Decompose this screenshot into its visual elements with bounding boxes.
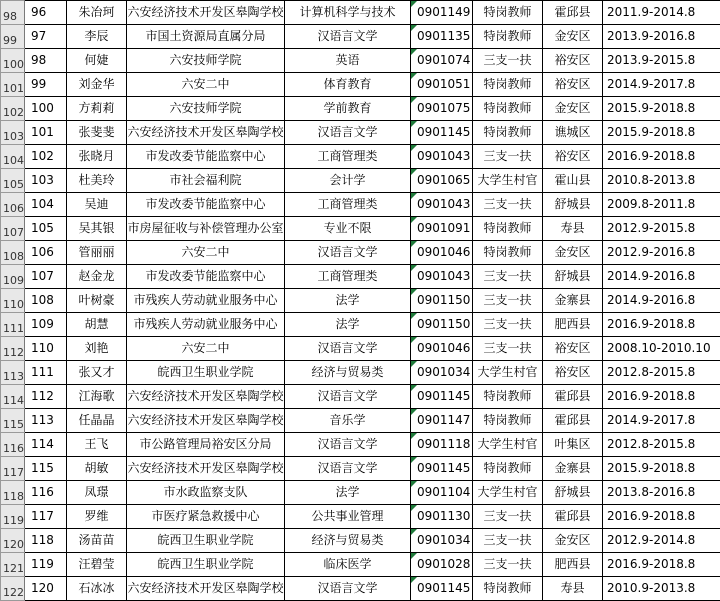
- cell-period[interactable]: 2016.9-2018.8: [603, 145, 720, 169]
- cell-major[interactable]: 专业不限: [285, 217, 411, 241]
- cell-seq[interactable]: 107: [25, 265, 67, 289]
- row-header[interactable]: 121: [1, 553, 25, 577]
- table-row: [1, 529, 720, 553]
- cell-unit[interactable]: 六安技师学院: [127, 49, 285, 73]
- table-row: [1, 49, 720, 73]
- cell-code[interactable]: 0901046: [411, 241, 473, 265]
- row-header[interactable]: 116: [1, 433, 25, 457]
- cell-seq[interactable]: 115: [25, 457, 67, 481]
- cell-type[interactable]: 三支一扶: [473, 553, 543, 577]
- cell-unit[interactable]: 六安经济技术开发区皋陶学校: [127, 577, 285, 601]
- cell-unit[interactable]: 六安经济技术开发区皋陶学校: [127, 1, 285, 25]
- cell-code[interactable]: 0901145: [411, 385, 473, 409]
- table-row: [1, 361, 720, 385]
- cell-unit[interactable]: 市残疾人劳动就业服务中心: [127, 313, 285, 337]
- cell-seq[interactable]: 117: [25, 505, 67, 529]
- cell-period[interactable]: 2008.10-2010.10: [603, 337, 720, 361]
- cell-type[interactable]: 三支一扶: [473, 337, 543, 361]
- cell-seq[interactable]: 120: [25, 577, 67, 601]
- cell-name[interactable]: 刘金华: [67, 73, 127, 97]
- row-header[interactable]: 122: [1, 577, 25, 601]
- cell-code[interactable]: 0901145: [411, 577, 473, 601]
- cell-unit[interactable]: 市社会福利院: [127, 169, 285, 193]
- cell-name[interactable]: 李辰: [67, 25, 127, 49]
- cell-major[interactable]: 法学: [285, 313, 411, 337]
- cell-code[interactable]: 0901150: [411, 289, 473, 313]
- cell-major[interactable]: 工商管理类: [285, 193, 411, 217]
- table-row: [1, 289, 720, 313]
- cell-name[interactable]: 胡慧: [67, 313, 127, 337]
- cell-name[interactable]: 石冰冰: [67, 577, 127, 601]
- cell-unit[interactable]: 市医疗紧急救援中心: [127, 505, 285, 529]
- cell-major[interactable]: 汉语言文学: [285, 457, 411, 481]
- cell-type[interactable]: 特岗教师: [473, 409, 543, 433]
- cell-name[interactable]: 管丽丽: [67, 241, 127, 265]
- cell-type[interactable]: 三支一扶: [473, 193, 543, 217]
- cell-period[interactable]: 2013.9-2016.8: [603, 25, 720, 49]
- table-row: [1, 337, 720, 361]
- cell-region[interactable]: 霍邱县: [543, 385, 603, 409]
- cell-region[interactable]: 金安区: [543, 241, 603, 265]
- cell-unit[interactable]: 六安二中: [127, 73, 285, 97]
- cell-major[interactable]: 汉语言文学: [285, 577, 411, 601]
- cell-major[interactable]: 汉语言文学: [285, 25, 411, 49]
- row-header[interactable]: 104: [1, 145, 25, 169]
- cell-name[interactable]: 胡敏: [67, 457, 127, 481]
- cell-region[interactable]: 裕安区: [543, 337, 603, 361]
- cell-major[interactable]: 会计学: [285, 169, 411, 193]
- cell-region[interactable]: 霍邱县: [543, 505, 603, 529]
- row-header[interactable]: 105: [1, 169, 25, 193]
- cell-unit[interactable]: 市发改委节能监察中心: [127, 193, 285, 217]
- cell-period[interactable]: 2011.9-2014.8: [603, 1, 720, 25]
- table-row: [1, 265, 720, 289]
- cell-seq[interactable]: 113: [25, 409, 67, 433]
- cell-period[interactable]: 2013.8-2016.8: [603, 481, 720, 505]
- cell-region[interactable]: 金安区: [543, 25, 603, 49]
- cell-major[interactable]: 汉语言文学: [285, 433, 411, 457]
- table-row: [1, 481, 720, 505]
- cell-period[interactable]: 2015.9-2018.8: [603, 121, 720, 145]
- cell-name[interactable]: 江海歌: [67, 385, 127, 409]
- cell-seq[interactable]: 96: [25, 1, 67, 25]
- cell-unit[interactable]: 市残疾人劳动就业服务中心: [127, 289, 285, 313]
- cell-seq[interactable]: 101: [25, 121, 67, 145]
- cell-seq[interactable]: 104: [25, 193, 67, 217]
- cell-code[interactable]: 0901145: [411, 121, 473, 145]
- cell-region[interactable]: 舒城县: [543, 265, 603, 289]
- row-header[interactable]: 118: [1, 481, 25, 505]
- table-row: [1, 145, 720, 169]
- cell-unit[interactable]: 六安经济技术开发区皋陶学校: [127, 409, 285, 433]
- cell-major[interactable]: 学前教育: [285, 97, 411, 121]
- cell-unit[interactable]: 六安二中: [127, 241, 285, 265]
- cell-region[interactable]: 金寨县: [543, 457, 603, 481]
- cell-period[interactable]: 2016.9-2018.8: [603, 505, 720, 529]
- cell-name[interactable]: 叶树豪: [67, 289, 127, 313]
- cell-unit[interactable]: 六安技师学院: [127, 97, 285, 121]
- cell-code[interactable]: 0901104: [411, 481, 473, 505]
- cell-seq[interactable]: 109: [25, 313, 67, 337]
- cell-type[interactable]: 特岗教师: [473, 577, 543, 601]
- cell-period[interactable]: 2014.9-2017.8: [603, 409, 720, 433]
- cell-code[interactable]: 0901149: [411, 1, 473, 25]
- cell-name[interactable]: 张斐斐: [67, 121, 127, 145]
- cell-type[interactable]: 大学生村官: [473, 433, 543, 457]
- row-header[interactable]: 109: [1, 265, 25, 289]
- row-header[interactable]: 114: [1, 385, 25, 409]
- cell-type[interactable]: 特岗教师: [473, 73, 543, 97]
- cell-major[interactable]: 汉语言文学: [285, 337, 411, 361]
- cell-seq[interactable]: 112: [25, 385, 67, 409]
- cell-name[interactable]: 汤苗苗: [67, 529, 127, 553]
- table-row: [1, 385, 720, 409]
- cell-major[interactable]: 工商管理类: [285, 265, 411, 289]
- cell-period[interactable]: 2014.9-2016.8: [603, 289, 720, 313]
- table-row: [1, 313, 720, 337]
- cell-region[interactable]: 霍山县: [543, 169, 603, 193]
- cell-major[interactable]: 法学: [285, 481, 411, 505]
- table-row: [1, 505, 720, 529]
- table-row: [1, 457, 720, 481]
- cell-name[interactable]: 赵金龙: [67, 265, 127, 289]
- cell-major[interactable]: 经济与贸易类: [285, 529, 411, 553]
- row-header[interactable]: 113: [1, 361, 25, 385]
- cell-region[interactable]: 金安区: [543, 529, 603, 553]
- cell-type[interactable]: 三支一扶: [473, 505, 543, 529]
- cell-name[interactable]: 吴迪: [67, 193, 127, 217]
- cell-unit[interactable]: 六安经济技术开发区皋陶学校: [127, 457, 285, 481]
- cell-type[interactable]: 三支一扶: [473, 529, 543, 553]
- cell-region[interactable]: 肥西县: [543, 553, 603, 577]
- cell-period[interactable]: 2016.9-2018.8: [603, 385, 720, 409]
- row-header[interactable]: 108: [1, 241, 25, 265]
- cell-type[interactable]: 特岗教师: [473, 25, 543, 49]
- cell-code[interactable]: 0901118: [411, 433, 473, 457]
- table-body: [1, 1, 720, 601]
- cell-type[interactable]: 特岗教师: [473, 241, 543, 265]
- cell-name[interactable]: 张又才: [67, 361, 127, 385]
- table-row: [1, 433, 720, 457]
- cell-region[interactable]: 裕安区: [543, 49, 603, 73]
- cell-period[interactable]: 2012.9-2015.8: [603, 217, 720, 241]
- cell-region[interactable]: 裕安区: [543, 73, 603, 97]
- cell-code[interactable]: 0901034: [411, 361, 473, 385]
- cell-type[interactable]: 三支一扶: [473, 49, 543, 73]
- row-header[interactable]: 117: [1, 457, 25, 481]
- cell-code[interactable]: 0901130: [411, 505, 473, 529]
- cell-region[interactable]: 裕安区: [543, 361, 603, 385]
- row-header[interactable]: 99: [1, 25, 25, 49]
- cell-code[interactable]: 0901135: [411, 25, 473, 49]
- cell-unit[interactable]: 市水政监察支队: [127, 481, 285, 505]
- cell-period[interactable]: 2009.8-2011.8: [603, 193, 720, 217]
- cell-major[interactable]: 法学: [285, 289, 411, 313]
- cell-code[interactable]: 0901043: [411, 145, 473, 169]
- cell-seq[interactable]: 98: [25, 49, 67, 73]
- cell-period[interactable]: 2012.9-2016.8: [603, 241, 720, 265]
- cell-period[interactable]: 2012.9-2014.8: [603, 529, 720, 553]
- cell-unit[interactable]: 市国土资源局直属分局: [127, 25, 285, 49]
- cell-seq[interactable]: 99: [25, 73, 67, 97]
- cell-name[interactable]: 凤璟: [67, 481, 127, 505]
- cell-name[interactable]: 汪碧莹: [67, 553, 127, 577]
- cell-unit[interactable]: 六安经济技术开发区皋陶学校: [127, 385, 285, 409]
- cell-seq[interactable]: 111: [25, 361, 67, 385]
- cell-code[interactable]: 0901147: [411, 409, 473, 433]
- cell-seq[interactable]: 105: [25, 217, 67, 241]
- cell-name[interactable]: 张晓月: [67, 145, 127, 169]
- cell-code[interactable]: 0901034: [411, 529, 473, 553]
- cell-unit[interactable]: 六安二中: [127, 337, 285, 361]
- cell-period[interactable]: 2016.9-2018.8: [603, 313, 720, 337]
- cell-name[interactable]: 何婕: [67, 49, 127, 73]
- cell-region[interactable]: 裕安区: [543, 145, 603, 169]
- cell-code[interactable]: 0901046: [411, 337, 473, 361]
- cell-type[interactable]: 特岗教师: [473, 217, 543, 241]
- table-row: [1, 73, 720, 97]
- cell-major[interactable]: 临床医学: [285, 553, 411, 577]
- cell-major[interactable]: 计算机科学与技术: [285, 1, 411, 25]
- row-header[interactable]: 115: [1, 409, 25, 433]
- row-header[interactable]: 110: [1, 289, 25, 313]
- cell-name[interactable]: 刘艳: [67, 337, 127, 361]
- table-row: [1, 193, 720, 217]
- cell-region[interactable]: 寿县: [543, 217, 603, 241]
- cell-seq[interactable]: 106: [25, 241, 67, 265]
- table-row: [1, 241, 720, 265]
- cell-type[interactable]: 特岗教师: [473, 385, 543, 409]
- cell-name[interactable]: 朱冶珂: [67, 1, 127, 25]
- cell-type[interactable]: 三支一扶: [473, 145, 543, 169]
- table-row: [1, 553, 720, 577]
- cell-region[interactable]: 肥西县: [543, 313, 603, 337]
- cell-seq[interactable]: 116: [25, 481, 67, 505]
- cell-name[interactable]: 杜美玲: [67, 169, 127, 193]
- cell-region[interactable]: 叶集区: [543, 433, 603, 457]
- cell-period[interactable]: 2010.9-2013.8: [603, 577, 720, 601]
- cell-seq[interactable]: 97: [25, 25, 67, 49]
- cell-type[interactable]: 特岗教师: [473, 97, 543, 121]
- cell-type[interactable]: 三支一扶: [473, 313, 543, 337]
- cell-seq[interactable]: 108: [25, 289, 67, 313]
- cell-type[interactable]: 三支一扶: [473, 265, 543, 289]
- cell-major[interactable]: 工商管理类: [285, 145, 411, 169]
- row-header[interactable]: 98: [1, 1, 25, 25]
- cell-region[interactable]: 谯城区: [543, 121, 603, 145]
- cell-code[interactable]: 0901043: [411, 265, 473, 289]
- cell-type[interactable]: 大学生村官: [473, 481, 543, 505]
- table-row: [1, 409, 720, 433]
- cell-major[interactable]: 经济与贸易类: [285, 361, 411, 385]
- row-header[interactable]: 111: [1, 313, 25, 337]
- row-header[interactable]: 120: [1, 529, 25, 553]
- cell-major[interactable]: 汉语言文学: [285, 121, 411, 145]
- cell-period[interactable]: 2013.9-2015.8: [603, 49, 720, 73]
- cell-major[interactable]: 体育教育: [285, 73, 411, 97]
- row-header[interactable]: 101: [1, 73, 25, 97]
- cell-code[interactable]: 0901043: [411, 193, 473, 217]
- cell-unit[interactable]: 市房屋征收与补偿管理办公室: [127, 217, 285, 241]
- cell-period[interactable]: 2012.8-2015.8: [603, 433, 720, 457]
- row-header[interactable]: 112: [1, 337, 25, 361]
- cell-region[interactable]: 舒城县: [543, 481, 603, 505]
- cell-code[interactable]: 0901065: [411, 169, 473, 193]
- cell-code[interactable]: 0901051: [411, 73, 473, 97]
- row-header[interactable]: 100: [1, 49, 25, 73]
- cell-code[interactable]: 0901091: [411, 217, 473, 241]
- cell-region[interactable]: 霍邱县: [543, 409, 603, 433]
- cell-period[interactable]: 2012.8-2015.8: [603, 361, 720, 385]
- table-row: [1, 169, 720, 193]
- cell-period[interactable]: 2015.9-2018.8: [603, 97, 720, 121]
- cell-region[interactable]: 舒城县: [543, 193, 603, 217]
- cell-major[interactable]: 公共事业管理: [285, 505, 411, 529]
- cell-code[interactable]: 0901145: [411, 457, 473, 481]
- row-header[interactable]: 106: [1, 193, 25, 217]
- cell-unit[interactable]: 皖西卫生职业学院: [127, 553, 285, 577]
- cell-major[interactable]: 汉语言文学: [285, 385, 411, 409]
- table-row: [1, 1, 720, 25]
- cell-name[interactable]: 方莉莉: [67, 97, 127, 121]
- table-row: [1, 121, 720, 145]
- cell-region[interactable]: 金寨县: [543, 289, 603, 313]
- cell-period[interactable]: 2016.9-2018.8: [603, 553, 720, 577]
- cell-type[interactable]: 三支一扶: [473, 289, 543, 313]
- cell-period[interactable]: 2015.9-2018.8: [603, 457, 720, 481]
- cell-name[interactable]: 吴其银: [67, 217, 127, 241]
- cell-region[interactable]: 霍邱县: [543, 1, 603, 25]
- cell-period[interactable]: 2010.8-2013.8: [603, 169, 720, 193]
- cell-unit[interactable]: 市发改委节能监察中心: [127, 145, 285, 169]
- cell-name[interactable]: 王飞: [67, 433, 127, 457]
- cell-unit[interactable]: 市公路管理局裕安区分局: [127, 433, 285, 457]
- cell-major[interactable]: 英语: [285, 49, 411, 73]
- cell-major[interactable]: 汉语言文学: [285, 241, 411, 265]
- table-row: [1, 97, 720, 121]
- cell-unit[interactable]: 六安经济技术开发区皋陶学校: [127, 121, 285, 145]
- cell-seq[interactable]: 118: [25, 529, 67, 553]
- cell-seq[interactable]: 102: [25, 145, 67, 169]
- table-row: [1, 217, 720, 241]
- row-header[interactable]: 102: [1, 97, 25, 121]
- cell-unit[interactable]: 皖西卫生职业学院: [127, 529, 285, 553]
- cell-seq[interactable]: 110: [25, 337, 67, 361]
- cell-seq[interactable]: 103: [25, 169, 67, 193]
- row-header[interactable]: 107: [1, 217, 25, 241]
- cell-period[interactable]: 2014.9-2017.8: [603, 73, 720, 97]
- cell-major[interactable]: 音乐学: [285, 409, 411, 433]
- cell-period[interactable]: 2014.9-2016.8: [603, 265, 720, 289]
- cell-type[interactable]: 大学生村官: [473, 169, 543, 193]
- cell-code[interactable]: 0901074: [411, 49, 473, 73]
- cell-seq[interactable]: 100: [25, 97, 67, 121]
- cell-type[interactable]: 特岗教师: [473, 1, 543, 25]
- table-row: [1, 25, 720, 49]
- cell-code[interactable]: 0901150: [411, 313, 473, 337]
- cell-region[interactable]: 金安区: [543, 97, 603, 121]
- row-header[interactable]: 103: [1, 121, 25, 145]
- cell-type[interactable]: 大学生村官: [473, 361, 543, 385]
- cell-unit[interactable]: 皖西卫生职业学院: [127, 361, 285, 385]
- cell-type[interactable]: 特岗教师: [473, 457, 543, 481]
- cell-code[interactable]: 0901075: [411, 97, 473, 121]
- row-header[interactable]: 119: [1, 505, 25, 529]
- cell-name[interactable]: 罗维: [67, 505, 127, 529]
- cell-seq[interactable]: 114: [25, 433, 67, 457]
- cell-region[interactable]: 寿县: [543, 577, 603, 601]
- cell-unit[interactable]: 市发改委节能监察中心: [127, 265, 285, 289]
- cell-type[interactable]: 特岗教师: [473, 121, 543, 145]
- cell-name[interactable]: 任晶晶: [67, 409, 127, 433]
- cell-seq[interactable]: 119: [25, 553, 67, 577]
- cell-code[interactable]: 0901028: [411, 553, 473, 577]
